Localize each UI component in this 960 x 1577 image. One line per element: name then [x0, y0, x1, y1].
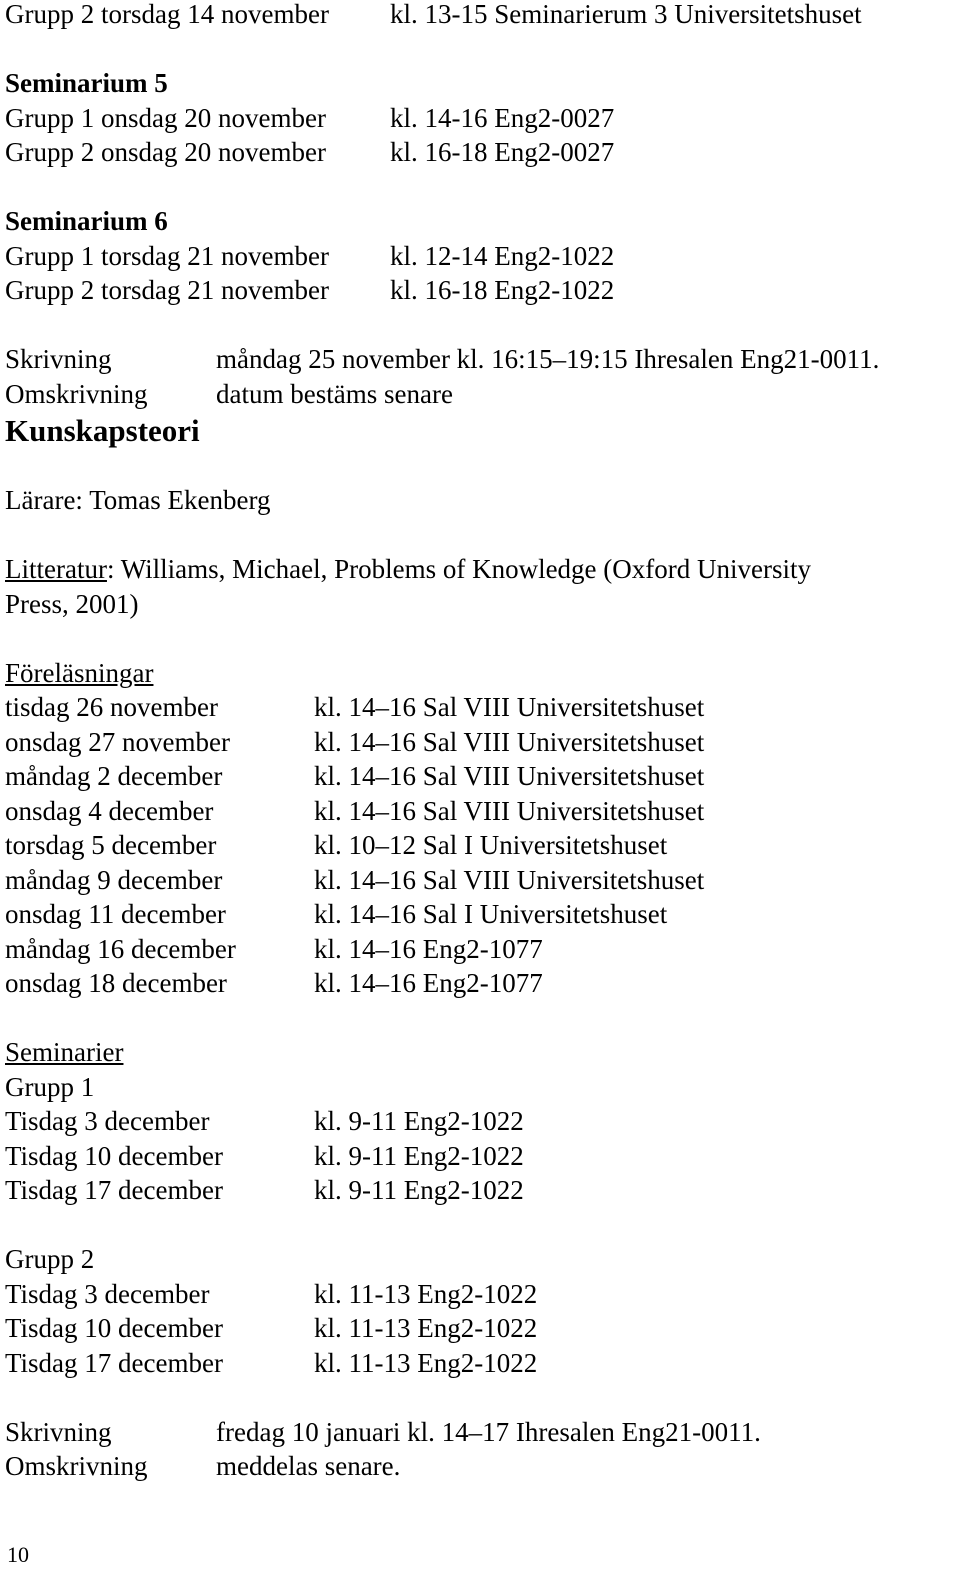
section-title-seminarium-6: Seminarium 6: [5, 206, 168, 236]
lecture-day: onsdag 11 december: [5, 899, 226, 929]
seminar-time: kl. 9-11 Eng2-1022: [314, 1140, 524, 1171]
schedule-row: [5, 0, 955, 32]
group-2-title: Grupp 2: [5, 1244, 95, 1274]
lecture-row: [5, 690, 955, 725]
literature-line-2: Press, 2001): [5, 588, 139, 619]
lecture-time: kl. 14–16 Eng2-1077: [314, 968, 543, 998]
seminar-day: Tisdag 3 december: [5, 1278, 210, 1309]
lecture-time: kl. 14–16 Sal VIII Universitetshuset: [314, 864, 705, 895]
lecture-day: måndag 16 december: [5, 933, 236, 964]
lecture-time: kl. 10–12 Sal I Universitetshuset: [314, 830, 668, 860]
lecture-row: [5, 897, 955, 932]
reexam-row: [5, 377, 955, 412]
course-heading: Kunskapsteori: [5, 413, 200, 448]
reexam-label: Omskrivning: [5, 1451, 148, 1481]
exam-value: måndag 25 november kl. 16:15–19:15 Ihresalen Eng21-0011.: [216, 344, 880, 374]
teacher-line: Lärare: Tomas Ekenberg: [5, 485, 271, 515]
lecture-row: [5, 932, 955, 967]
literature-line: [5, 552, 955, 587]
row-group-day: Grupp 2 torsdag 14 november: [5, 0, 329, 29]
section-title-seminarium-5: Seminarium 5: [5, 68, 168, 98]
row-group-day: Grupp 2 torsdag 21 november: [5, 275, 329, 305]
exam-value: fredag 10 januari kl. 14–17 Ihresalen Eng21-0011.: [216, 1416, 761, 1447]
lectures-label: Föreläsningar: [5, 657, 154, 688]
reexam-row: [5, 1449, 955, 1484]
schedule-row: [5, 101, 955, 136]
schedule-row: [5, 239, 955, 274]
literature-text: : Williams, Michael, Problems of Knowledge (Oxford University: [106, 554, 811, 584]
row-time-room: kl. 12-14 Eng2-1022: [390, 240, 615, 271]
lecture-time: kl. 14–16 Sal VIII Universitetshuset: [314, 761, 705, 791]
lecture-row: [5, 966, 955, 1001]
row-time-room: kl. 16-18 Eng2-0027: [390, 137, 615, 167]
lecture-list: [5, 690, 955, 1001]
exam-row: [5, 1415, 955, 1450]
reexam-value: datum bestäms senare: [216, 378, 453, 409]
row-time-room: kl. 16-18 Eng2-1022: [390, 275, 615, 305]
seminar-time: kl. 9-11 Eng2-1022: [314, 1175, 524, 1205]
lecture-row: [5, 759, 955, 794]
lecture-time: kl. 14–16 Sal VIII Universitetshuset: [314, 726, 705, 757]
lecture-day: tisdag 26 november: [5, 692, 218, 722]
seminar-row: [5, 1311, 955, 1346]
lecture-time: kl. 14–16 Sal VIII Universitetshuset: [314, 692, 705, 722]
seminar-row: [5, 1277, 955, 1312]
seminar-row: [5, 1104, 955, 1139]
lecture-day: måndag 2 december: [5, 761, 223, 791]
lecture-row: [5, 794, 955, 829]
lecture-day: onsdag 4 december: [5, 795, 214, 826]
seminar-day: Tisdag 17 december: [5, 1175, 223, 1205]
seminar-row: [5, 1139, 955, 1174]
literature-label: Litteratur: [5, 554, 107, 584]
lecture-day: onsdag 18 december: [5, 968, 227, 998]
seminar-day: Tisdag 10 december: [5, 1313, 223, 1343]
schedule-row: [5, 135, 955, 170]
seminar-row: [5, 1173, 955, 1208]
seminar-time: kl. 11-13 Eng2-1022: [314, 1313, 538, 1343]
row-group-day: Grupp 2 onsdag 20 november: [5, 137, 326, 167]
row-group-day: Grupp 1 torsdag 21 november: [5, 240, 329, 271]
row-time-room: kl. 14-16 Eng2-0027: [390, 102, 615, 133]
seminar-day: Tisdag 17 december: [5, 1347, 223, 1378]
seminar-time: kl. 11-13 Eng2-1022: [314, 1347, 538, 1378]
seminars-label: Seminarier: [5, 1037, 124, 1067]
exam-row: [5, 342, 955, 377]
lecture-day: torsdag 5 december: [5, 830, 217, 860]
lecture-row: [5, 828, 955, 863]
reexam-value: meddelas senare.: [216, 1451, 401, 1481]
schedule-row: [5, 273, 955, 308]
seminar-day: Tisdag 3 december: [5, 1106, 210, 1136]
page-number: 10: [7, 1542, 29, 1567]
row-group-day: Grupp 1 onsdag 20 november: [5, 102, 326, 133]
seminar-day: Tisdag 10 december: [5, 1140, 223, 1171]
document-page: [5, 0, 955, 1484]
group-1-title: Grupp 1: [5, 1071, 95, 1102]
lecture-row: [5, 863, 955, 898]
exam-label: Skrivning: [5, 1416, 112, 1447]
lecture-time: kl. 14–16 Sal VIII Universitetshuset: [314, 795, 705, 826]
seminar-time: kl. 11-13 Eng2-1022: [314, 1278, 538, 1309]
lecture-time: kl. 14–16 Sal I Universitetshuset: [314, 899, 668, 929]
lecture-row: [5, 725, 955, 760]
exam-label: Skrivning: [5, 344, 112, 374]
row-time-room: kl. 13-15 Seminarierum 3 Universitetshuset: [390, 0, 862, 29]
lecture-day: måndag 9 december: [5, 864, 223, 895]
reexam-label: Omskrivning: [5, 378, 148, 409]
lecture-day: onsdag 27 november: [5, 726, 230, 757]
seminar-row: [5, 1346, 955, 1381]
seminar-time: kl. 9-11 Eng2-1022: [314, 1106, 524, 1136]
lecture-time: kl. 14–16 Eng2-1077: [314, 933, 543, 964]
